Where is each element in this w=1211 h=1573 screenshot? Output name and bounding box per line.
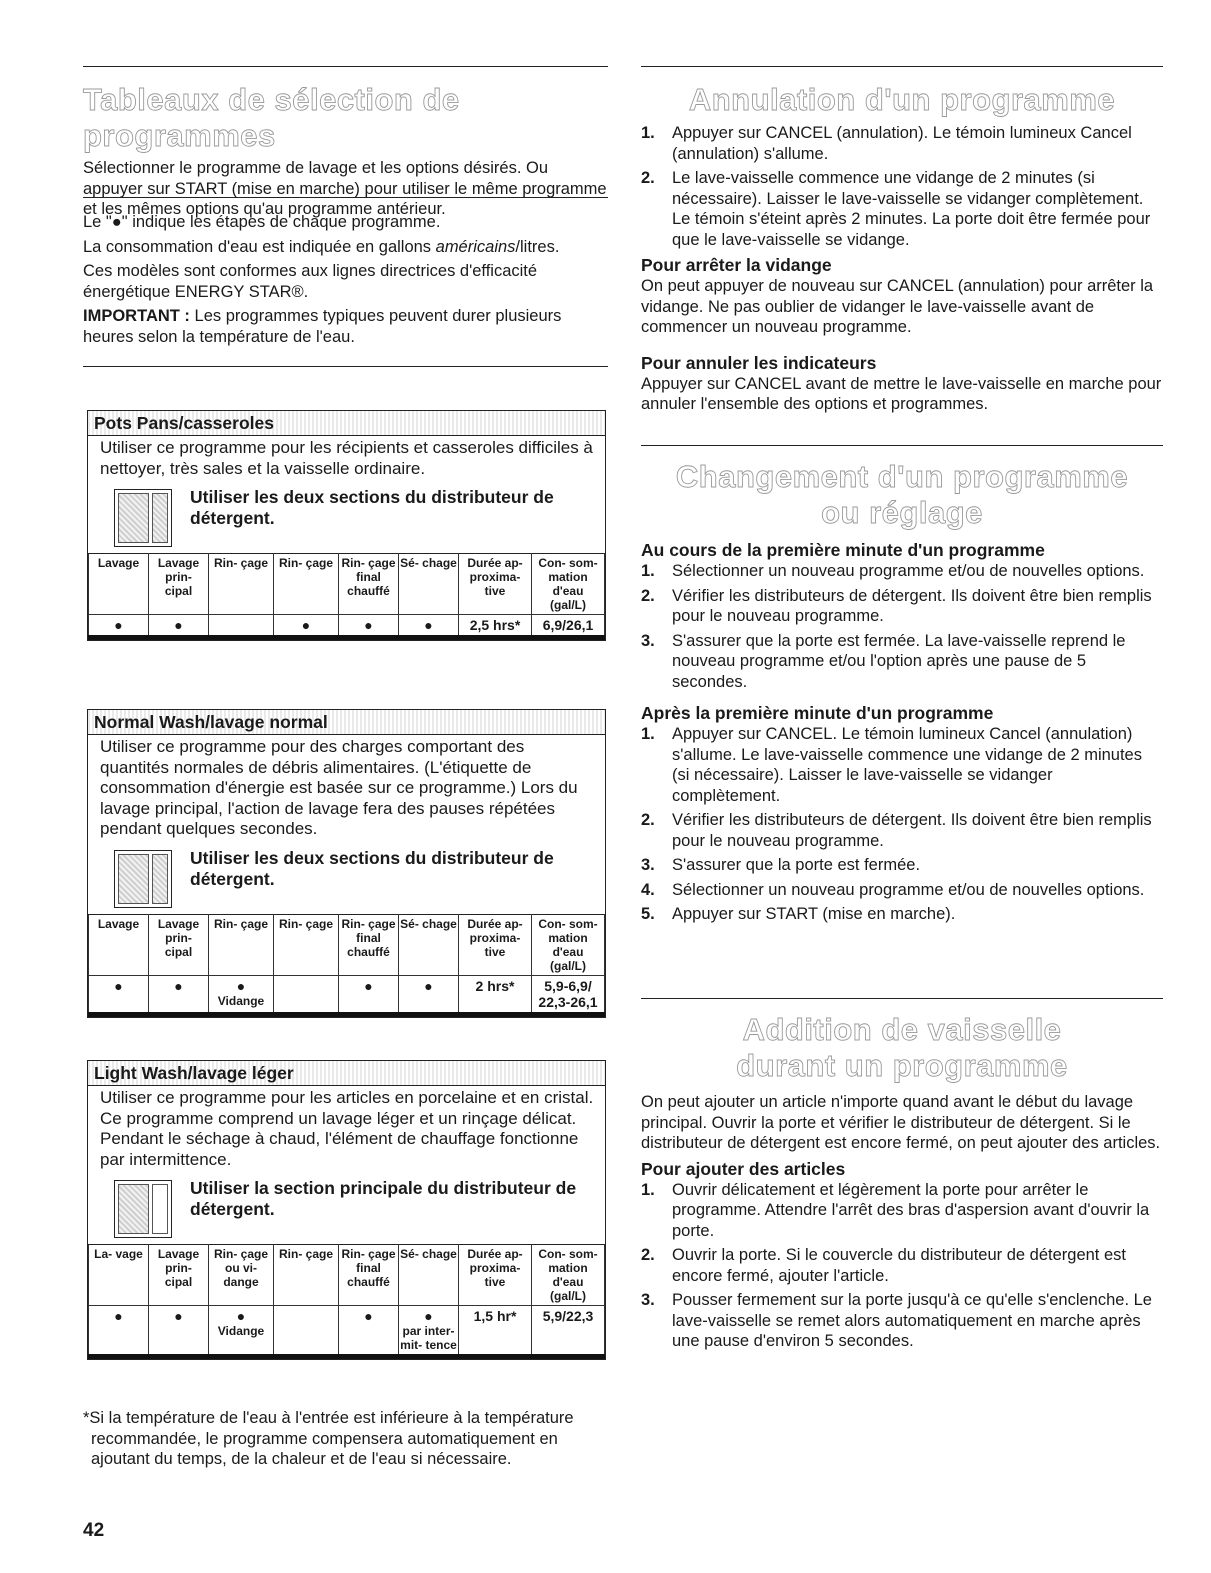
dispenser-instruction: Utiliser les deux sections du distributeur de détergent.	[114, 850, 605, 908]
top-rule-right	[641, 66, 1163, 67]
first-minute-steps	[641, 561, 1163, 692]
dispenser-instruction: Utiliser les deux sections du distributeur de détergent.	[114, 489, 605, 547]
rule-left-2	[83, 366, 608, 367]
cycle-description: Utiliser ce programme pour des charges comportant des quantités normales de débris alimentaires. (L'étiquette de consommation d'énergie est basée sur ce programme.) Lors du lavage principal, l'action de lavage fera des pauses répétées pendant quelques secondes.	[100, 737, 578, 838]
rule-right-1	[641, 445, 1163, 446]
cycle-name: Light Wash/lavage léger	[88, 1061, 605, 1086]
note-important: IMPORTANT : Les programmes typiques peuvent durer plusieurs heures selon la température de l'eau.	[83, 307, 562, 346]
cycle-table	[88, 1244, 605, 1359]
page-title: Tableaux de sélection de programmes	[83, 82, 460, 153]
intro-text: Sélectionner le programme de lavage et les options désirés. Ou appuyer sur START (mise en marche) pour utiliser le même programme et les mêmes options qu'au programme antérieur.	[83, 159, 607, 218]
cycle-description: Utiliser ce programme pour les articles en porcelaine et en cristal. Ce programme comprend un lavage léger et un rinçage délicat. Pendant le séchage à chaud, l'élément de chauffage fonctionne par intermittence.	[100, 1088, 594, 1169]
dispenser-main-icon	[114, 1180, 172, 1238]
cycle-table	[88, 914, 605, 1017]
add-sub-title: Pour ajouter des articles	[641, 1158, 846, 1179]
list-item: 2. Vérifier les distributeurs de détergent. Ils doivent être bien remplis pour le nouveau programme.	[641, 586, 1152, 625]
cancel-steps	[641, 123, 1163, 250]
change-title-line1: Changement d'un programme	[675, 459, 1129, 494]
after-minute-steps	[641, 724, 1163, 925]
stop-drain-text: On peut appuyer de nouveau sur CANCEL (annulation) pour arrêter la vidange. Ne pas oublier de vidanger le lave-vaisselle avant de commencer un nouveau programme.	[641, 277, 1154, 336]
after-minute-title: Après la première minute d'un programme	[641, 703, 994, 723]
left-column	[83, 82, 608, 220]
table-header-row: Lavage Lavage prin- cipal Rin- çage Rin- çage Rin- çage final chauffé Sé- chage Durée ap- proxima- tive Con- som- mation d'eau (gal/L)	[89, 554, 605, 615]
cycle-name: Normal Wash/lavage normal	[88, 710, 605, 735]
change-title-line2: ou réglage	[821, 495, 983, 530]
dispenser-instruction: Utiliser la section principale du distributeur de détergent.	[114, 1180, 605, 1238]
first-minute-title: Au cours de la première minute d'un programme	[641, 540, 1045, 560]
dispenser-both-icon	[114, 489, 172, 547]
list-item: 4. Sélectionner un nouveau programme et/ou de nouvelles options.	[641, 880, 1145, 899]
list-item: 1. Ouvrir délicatement et légèrement la porte pour arrêter le programme. Attendre l'arrêt des bras d'aspersion avant d'ouvrir la porte.	[641, 1180, 1150, 1240]
table-row: ● ● ● ● ● 2,5 hrs* 6,9/26,1	[89, 615, 605, 638]
cycle-name: Pots Pans/casseroles	[88, 411, 605, 436]
list-item: 1. Appuyer sur CANCEL. Le témoin lumineux Cancel (annulation) s'allume. Le lave-vaisselle commence une vidange de 2 minutes (si nécessaire). Laisser le lave-vaisselle se vidanger complètement.	[641, 725, 1142, 805]
table-header-row: La- vage Lavage prin- cipal Rin- çage ou vi- dange Rin- çage Rin- çage final chauffé Sé- chage Durée ap- proxima- tive Con- som- mation d'eau (gal/L)	[89, 1245, 605, 1306]
cycle-table	[88, 553, 605, 640]
list-item: 3. S'assurer que la porte est fermée.	[641, 856, 921, 874]
list-item: 5. Appuyer sur START (mise en marche).	[641, 905, 956, 923]
add-title-line2: durant un programme	[736, 1048, 1068, 1083]
notes-block	[83, 212, 608, 347]
page-number: 42	[83, 1520, 105, 1541]
table-row: ● ● ● Vidange ● ● 2 hrs* 5,9-6,9/ 22,3-26,1	[89, 975, 605, 1014]
list-item: 1. Appuyer sur CANCEL (annulation). Le témoin lumineux Cancel (annulation) s'allume.	[641, 124, 1132, 163]
cycle-box-pots-pans	[87, 410, 606, 641]
list-item: 2. Vérifier les distributeurs de détergent. Ils doivent être bien remplis pour le nouveau programme.	[641, 811, 1152, 850]
list-item: 3. Pousser fermement sur la porte jusqu'à ce qu'elle s'enclenche. Le lave-vaisselle se remet alors automatiquement en marche après une pause d'environ 5 secondes.	[641, 1291, 1152, 1350]
cycle-description: Utiliser ce programme pour les récipients et casseroles difficiles à nettoyer, très sales et la vaisselle ordinaire.	[100, 438, 593, 478]
add-text: On peut ajouter un article n'importe quand avant le début du lavage principal. Ouvrir la porte et vérifier le distributeur de détergent. Si le distributeur de détergent est encore fermé, on peut ajouter des articles.	[641, 1093, 1161, 1152]
note-dot-legend: Le "●" indique les étapes de chaque programme.	[83, 213, 441, 231]
rule-right-2	[641, 998, 1163, 999]
add-title-line1: Addition de vaisselle	[742, 1012, 1062, 1047]
list-item: 1. Sélectionner un nouveau programme et/ou de nouvelles options.	[641, 562, 1145, 580]
list-item: 2. Le lave-vaisselle commence une vidange de 2 minutes (si nécessaire). Laisser le lave-vaisselle se vidanger complètement. Le témoin s'éteint après 2 minutes. La porte doit être fermée pour que le lave-vaisselle se vidange.	[641, 169, 1151, 249]
list-item: 2. Ouvrir la porte. Si le couvercle du distributeur de détergent est encore fermé, ajouter l'article.	[641, 1246, 1126, 1285]
cycle-box-light-wash	[87, 1060, 606, 1360]
stop-drain-title: Pour arrêter la vidange	[641, 255, 832, 275]
change-section	[641, 459, 1163, 929]
cancel-title: Annulation d'un programme	[688, 82, 1116, 117]
table-row: ● ● ● Vidange ● ● par inter- mit- tence 1,5 hr* 5,9/22,3	[89, 1306, 605, 1357]
right-column	[641, 82, 1163, 415]
footnote: *Si la température de l'eau à l'entrée est inférieure à la température recommandée, le programme compensera automatiquement en ajoutant du temps, de la chaleur et de l'eau si nécessaire.	[83, 1409, 574, 1468]
note-water-units: La consommation d'eau est indiquée en gallons américains/litres.	[83, 237, 560, 256]
add-dishes-section	[641, 1012, 1163, 1356]
cycle-box-normal-wash	[87, 709, 606, 1018]
cancel-indicators-text: Appuyer sur CANCEL avant de mettre le lave-vaisselle en marche pour annuler l'ensemble des options et programmes.	[641, 374, 1162, 413]
add-steps	[641, 1180, 1163, 1352]
dispenser-both-icon	[114, 850, 172, 908]
top-rule-left	[83, 66, 608, 67]
note-energy-star: Ces modèles sont conformes aux lignes directrices d'efficacité énergétique ENERGY STAR®.	[83, 262, 538, 301]
table-header-row: Lavage Lavage prin- cipal Rin- çage Rin- çage Rin- çage final chauffé Sé- chage Durée ap- proxima- tive Con- som- mation d'eau (gal/L)	[89, 914, 605, 975]
cancel-indicators-title: Pour annuler les indicateurs	[641, 352, 877, 373]
list-item: 3. S'assurer que la porte est fermée. La lave-vaisselle reprend le nouveau programme et/ou l'option après une pause de 5 secondes.	[641, 631, 1126, 691]
